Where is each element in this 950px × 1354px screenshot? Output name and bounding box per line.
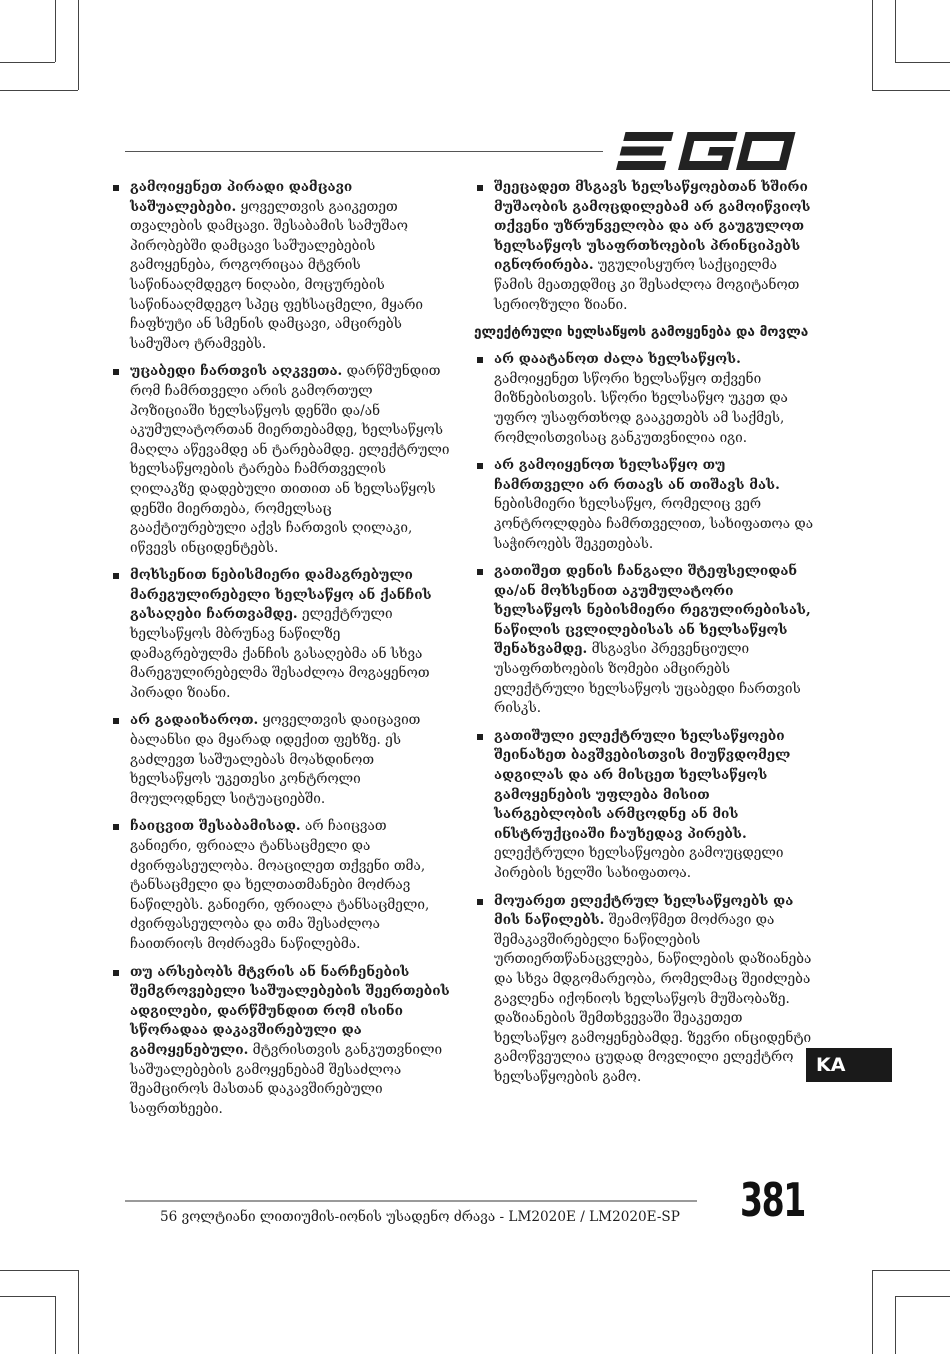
- item-lead: არ გადაიხაროთ.: [130, 712, 259, 729]
- item-text: ყოველთვის გაიკეთეთ თვალების დამცავი. შესაბამის სამუშაო პირობებში დამცავი საშუალებების გამოყენება, როგორიცაა მტვრის საწინააღმდეგო ნიღაბი, მოცურების საწინააღმდეგო სპეც ფეხსაცმელი, მყარი ჩაფხუტი ან სმენის დამცავი, ამცირებს სამუშაო ტრამვებს.: [130, 198, 424, 352]
- item-lead: ჩაიცვით შესაბამისად.: [130, 818, 301, 835]
- list-item: [110, 963, 450, 1120]
- safety-list-right-top: [474, 178, 814, 315]
- left-column: [110, 178, 450, 1127]
- footer-rule: [125, 1200, 697, 1202]
- item-lead: გამოიყენეთ პირადი დამცავი საშუალებები.: [130, 179, 353, 215]
- crop-mark: [895, 1296, 950, 1297]
- safety-list-left: [110, 178, 450, 1119]
- crop-mark: [0, 1296, 55, 1297]
- item-text: გამოიყენეთ სწორი ხელსაწყო თქვენი მიზნებისთვის. სწორი ხელსაწყო უკეთ და უფრო უსაფრთხოდ გააკეთებს ამ საქმეს, რომლისთვისაც განკუთვნილია იგი.: [494, 370, 788, 446]
- item-text: ნებისმიერი ხელსაწყო, რომელიც ვერ კონტროლდება ჩამრთველით, სახიფათოა და საჭიროებს შეკეთებას.: [494, 496, 814, 552]
- crop-mark: [78, 0, 79, 90]
- item-text: მსგავსი პრევენციული უსაფრთხოების ზომები ამცირებს ელექტრული ხელსაწყოს უცაბედი ჩართვის რისკს.: [494, 641, 801, 717]
- item-lead: გათიშული ელექტრული ხელსაწყოები შეინახეთ ბავშვებისთვის მიუწვდომელ ადგილას და არ მისცეთ ხელსაწყოს გამოყენების უფლება მისით სარგებლობის არმცოდნე ან მის ინსტრუქციაში ჩაუხედავ პირებს.: [494, 727, 791, 842]
- list-item: [110, 817, 450, 954]
- list-item: [474, 892, 814, 1088]
- page-number: 381: [740, 1173, 805, 1227]
- crop-mark: [872, 1270, 873, 1354]
- list-item: [474, 178, 814, 315]
- item-text: არ ჩაიცვათ განიერი, ფრიალა ტანსაცმელი და ძვირფასეულობა. მოაცილეთ თქვენი თმა, ტანსაცმელი და ხელთათმანები მოძრავ ნაწილებს. განიერი, ფრიალა ტანსაცმელი, ძვირფასეულობა და თმა შესაძლოა ჩაითრიოს მოძრავმა ნაწილებმა.: [130, 818, 430, 952]
- header-rule: [125, 151, 603, 152]
- crop-mark: [895, 1296, 896, 1354]
- item-lead: მოუარეთ ელექტრულ ხელსაწყოებს და მის ნაწილებს.: [494, 892, 794, 929]
- list-item: [474, 727, 814, 884]
- item-text: მტვრისთვის განკუთვნილი საშუალებების გამოყენებამ შესაძლოა შეამციროს მასთან დაკავშირებული საფრთხეები.: [130, 1041, 443, 1117]
- language-tab: KA: [806, 1048, 892, 1082]
- list-item: [474, 456, 814, 554]
- item-text: ელექტრული ხელსაწყოები გამოუცდელი პირების ხელში სახიფათოა.: [494, 845, 784, 881]
- list-item: [474, 562, 814, 719]
- list-item: [110, 566, 450, 703]
- item-text: უგულისყურო საქციელმა წამის მეათედშიც კი შესაძლოა მოგიტანოთ სერიოზული ზიანი.: [494, 257, 800, 313]
- item-lead: მოხსენით ნებისმიერი დამაგრებული მარეგულირებელი ხელსაწყო ან ქანჩის გასაღები ჩართვამდე.: [130, 567, 432, 623]
- list-item: [110, 362, 450, 558]
- item-text: დარწმუნდით რომ ჩამრთველი არის გამორთულ პოზიციაში ხელსაწყოს დენში და/ან აკუმულატორთან მიერთებამდე, ხელსაწყოს მაღლა აწევამდე ან ტარებამდე. ელექტრული ხელსაწყოების ტარება ჩამრთველის ღილაკზე დადებული თითით ან ხელსაწყოს დენში მიერთება, რომელსაც გააქტიურებული აქვს ჩართვის ღილაკი, იწვევს ინციდენტებს.: [130, 363, 450, 556]
- crop-mark: [895, 62, 950, 63]
- item-lead: არ დაატანოთ ძალა ხელსაწყოს.: [494, 351, 741, 368]
- crop-mark: [872, 1270, 950, 1271]
- safety-list-right-bottom: [474, 350, 814, 1087]
- crop-mark: [0, 62, 55, 63]
- list-item: [110, 178, 450, 354]
- crop-mark: [872, 0, 873, 90]
- footer-product-title: 56 ვოლტიანი ლითიუმის-იონის უსადენო ძრავა - LM2020E / LM2020E-SP: [160, 1209, 680, 1225]
- list-item: [110, 711, 450, 809]
- item-text: ყოველთვის დაიცავით ბალანსი და მყარად იდექით ფეხზე. ეს გაძლევთ საშუალებას მოახდინოთ ხელსაწყოს უკეთესი კონტროლი მოულოდნელ სიტუაციებში.: [130, 712, 421, 807]
- item-lead: თუ არსებობს მტვრის ან ნარჩენების შემგროვებელი საშუალებების შეერთების ადგილები, დარწმუნდით რომ ისინი სწორადაა დაკავშირებული და გამოყენებული.: [130, 963, 450, 1058]
- item-lead: გათიშეთ დენის ჩანგალი შტეფსელიდან და/ან მოხსენით აკუმულატორი ხელსაწყოს ნებისმიერი რეგულირებისას, ნაწილის ცვლილებისას ან ხელსაწყოს შენახვამდე.: [494, 563, 811, 658]
- right-column: [474, 178, 814, 1096]
- ego-logo: [616, 130, 800, 172]
- item-lead: არ გამოიყენოთ ხელსაწყო თუ ჩამრთველი არ რთავს ან თიშავს მას.: [494, 457, 780, 493]
- crop-mark: [78, 1270, 79, 1354]
- section-heading: ელექტრული ხელსაწყოს გამოყენება და მოვლა: [474, 324, 809, 341]
- item-lead: უცაბედი ჩართვის აღკვეთა.: [130, 363, 343, 380]
- crop-mark: [895, 0, 896, 62]
- list-item: [474, 350, 814, 448]
- item-lead: შეეცადეთ მსგავს ხელსაწყოებთან ხშირი მუშაობის გამოცდილებამ არ გამოიწვიოს თქვენი უზრუნველობა და არ გაუგულოთ ხელსაწყოს უსაფრთხოების პრინციპებს იგნორირება.: [494, 179, 811, 274]
- crop-mark: [0, 90, 78, 91]
- item-text: შეამოწმეთ მოძრავი და შემაკავშირებელი ნაწილების ურთიერთწანაცვლება, ნაწილების დაზიანება და სხვა მდგომარეობა, რომელმაც შეიძლება გავლენა იქონიოს ხელსაწყოს მუშაობაზე. დაზიანების შემთხვევაში შეაკეთეთ ხელსაწყო გამოყენებამდე. ზევრი ინციდენტი გამოწვეულია ცუდად მოვლილი ელექტრო ხელსაწყოების გამო.: [494, 912, 812, 1085]
- crop-mark: [55, 0, 56, 62]
- item-text: ელექტრული ხელსაწყოს მბრუნავ ნაწილზე დამაგრებულმა ქანჩის გასაღებმა ან სხვა მარეგულირებელმა შესაძლოა მოგაყენოთ პირადი ზიანი.: [130, 606, 430, 701]
- crop-mark: [872, 90, 950, 91]
- crop-mark: [55, 1296, 56, 1354]
- crop-mark: [0, 1270, 78, 1271]
